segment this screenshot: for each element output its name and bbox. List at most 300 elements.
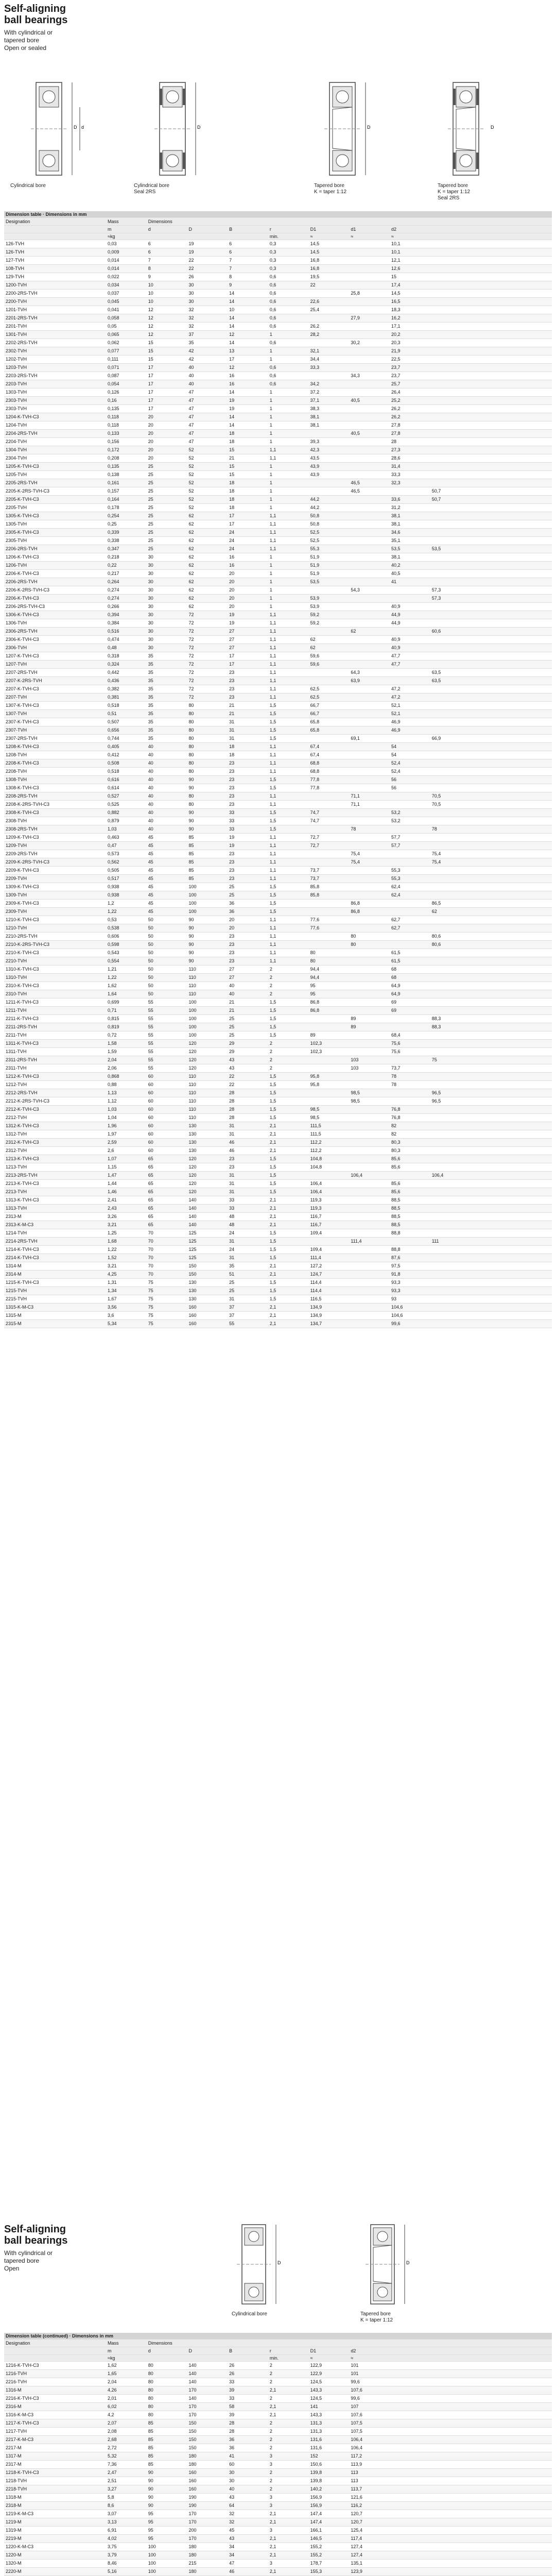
dimension-cell: [430, 743, 471, 751]
designation-cell: 2317-M: [4, 2461, 106, 2469]
dimension-cell: 111,5: [309, 1130, 350, 1139]
dimension-cell: 68,8: [309, 768, 350, 776]
dimension-cell: 45: [147, 842, 187, 850]
dimension-cell: 1: [268, 496, 309, 504]
dimension-cell: [390, 1056, 430, 1064]
dimension-cell: [511, 1188, 552, 1196]
dimension-cell: [349, 702, 390, 710]
dimension-cell: [471, 1097, 511, 1106]
table-row: [4, 1048, 552, 1056]
dimension-cell: [430, 265, 471, 273]
dimension-cell: 119,3: [309, 1205, 350, 1213]
dimension-cell: 65: [147, 1163, 187, 1172]
dimension-cell: [511, 520, 552, 529]
dimension-cell: 62: [187, 603, 228, 611]
dimension-cell: 54,3: [349, 586, 390, 595]
dimension-cell: 120,7: [349, 2518, 390, 2527]
column-unit: [511, 2355, 552, 2362]
dimension-cell: [430, 718, 471, 726]
table-row: [4, 1270, 552, 1279]
dimension-cell: 70: [147, 1229, 187, 1238]
designation-cell: 2208-K-2RS-TVH-C3: [4, 801, 106, 809]
dimension-cell: 62: [187, 553, 228, 562]
dimension-cell: [471, 2378, 511, 2386]
dimension-cell: 37: [228, 1303, 268, 1312]
subtitle-line: tapered bore: [4, 37, 40, 44]
dimension-cell: 116,5: [309, 1295, 350, 1303]
dimension-cell: 43: [228, 1056, 268, 1064]
designation-cell: 2311-TVH: [4, 1064, 106, 1073]
dimension-cell: 98,5: [349, 1097, 390, 1106]
designation-cell: 2205-2RS-TVH: [4, 479, 106, 487]
mass-cell: 0,47: [106, 842, 147, 850]
dimension-cell: 21: [228, 1007, 268, 1015]
mass-cell: 0,436: [106, 677, 147, 685]
dimension-cell: [511, 726, 552, 735]
mass-cell: 0,071: [106, 364, 147, 372]
dimension-cell: 55,3: [390, 875, 430, 883]
dimension-cell: 21: [228, 710, 268, 718]
dimension-cell: 100: [187, 998, 228, 1007]
table-row: [4, 1056, 552, 1064]
dimension-cell: 57,7: [390, 834, 430, 842]
dimension-cell: 123,9: [349, 2568, 390, 2576]
designation-cell: 2214-K-TVH-C3: [4, 1254, 106, 1262]
dimension-cell: 6: [228, 248, 268, 257]
dimension-cell: 72: [187, 685, 228, 693]
dimension-cell: 3: [268, 2494, 309, 2502]
dimension-cell: 0,6: [268, 380, 309, 388]
designation-cell: 1216-TVH: [4, 2370, 106, 2378]
column-header: [228, 2340, 268, 2347]
table-row: [4, 339, 552, 347]
dimension-cell: 35: [147, 652, 187, 660]
dimension-cell: [390, 2370, 430, 2378]
dimension-cell: 1,1: [268, 693, 309, 702]
dimension-cell: [349, 1007, 390, 1015]
designation-cell: 1207-TVH: [4, 660, 106, 669]
dimension-cell: 62: [187, 586, 228, 595]
dimension-cell: [511, 578, 552, 586]
dimension-cell: [309, 1023, 350, 1031]
dimension-cell: 2,1: [268, 1139, 309, 1147]
dimension-cell: [430, 471, 471, 479]
dimension-cell: [511, 751, 552, 759]
dimension-cell: 113: [349, 2477, 390, 2485]
dimension-cell: 44,2: [309, 496, 350, 504]
dimension-cell: [511, 595, 552, 603]
svg-text:D: D: [367, 125, 371, 130]
dimension-cell: 0,3: [268, 240, 309, 248]
dimension-cell: 2,1: [268, 1262, 309, 1270]
dimension-cell: 16: [228, 380, 268, 388]
mass-cell: 0,88: [106, 1081, 147, 1089]
designation-cell: 1312-K-TVH-C3: [4, 1122, 106, 1130]
dimension-cell: 62: [187, 545, 228, 553]
dimension-cell: 9: [228, 281, 268, 290]
dimension-cell: 140: [187, 1213, 228, 1221]
dimension-cell: [511, 2510, 552, 2518]
mass-cell: 4,2: [106, 2411, 147, 2419]
dimension-cell: 112,2: [309, 1139, 350, 1147]
dimension-cell: 23: [228, 858, 268, 867]
dimension-cell: [430, 553, 471, 562]
table-row: [4, 2452, 552, 2461]
mass-cell: 1,22: [106, 1246, 147, 1254]
dimension-cell: 62: [187, 537, 228, 545]
dimension-cell: 1,1: [268, 512, 309, 520]
dimension-cell: [349, 306, 390, 314]
table-row: [4, 520, 552, 529]
dimension-cell: 40: [228, 990, 268, 998]
mass-cell: 2,68: [106, 2436, 147, 2444]
dimension-cell: [471, 2477, 511, 2485]
dimension-cell: 114,4: [309, 1287, 350, 1295]
dimension-cell: [430, 2543, 471, 2551]
dimension-cell: 70,5: [430, 801, 471, 809]
dimension-cell: 1,5: [268, 1279, 309, 1287]
dimension-cell: [349, 982, 390, 990]
dimension-cell: 57,3: [430, 586, 471, 595]
dimension-cell: 40: [228, 2485, 268, 2494]
designation-cell: 1219-M: [4, 2518, 106, 2527]
dimension-cell: 78: [430, 825, 471, 834]
dimension-cell: 40: [147, 801, 187, 809]
dimension-cell: [511, 1097, 552, 1106]
dimension-cell: 2: [268, 2444, 309, 2452]
dimension-cell: [349, 644, 390, 652]
dimension-cell: 98,5: [309, 1114, 350, 1122]
mass-cell: 0,156: [106, 438, 147, 446]
designation-cell: 2303-TVH: [4, 397, 106, 405]
dimension-cell: [430, 2436, 471, 2444]
designation-cell: 1309-K-TVH-C3: [4, 883, 106, 891]
dimension-cell: 31,2: [390, 504, 430, 512]
dimension-cell: 95: [309, 990, 350, 998]
dimension-cell: 7: [228, 265, 268, 273]
dimension-cell: [309, 792, 350, 801]
dimension-cell: [349, 1221, 390, 1229]
dimension-cell: [430, 405, 471, 413]
column-unit: [390, 2355, 430, 2362]
table-row: [4, 1246, 552, 1254]
dimension-cell: 40: [147, 751, 187, 759]
dimension-cell: [471, 1229, 511, 1238]
dimension-cell: 2,1: [268, 1130, 309, 1139]
dimension-cell: 55: [147, 1056, 187, 1064]
mass-cell: 1,64: [106, 990, 147, 998]
dimension-cell: 140: [187, 1221, 228, 1229]
dimension-cell: 38,3: [309, 405, 350, 413]
dimension-cell: [511, 421, 552, 430]
dimension-cell: [430, 726, 471, 735]
dimension-cell: [471, 446, 511, 454]
dimension-cell: 90: [147, 2477, 187, 2485]
dimension-cell: 33: [228, 1205, 268, 1213]
dimension-cell: 75: [147, 1287, 187, 1295]
dimension-cell: 2: [268, 2362, 309, 2370]
dimension-cell: 63,9: [349, 677, 390, 685]
table-row: [4, 413, 552, 421]
table-row: [4, 2469, 552, 2477]
dimension-cell: [430, 339, 471, 347]
dimension-cell: 80: [187, 735, 228, 743]
dimension-cell: 1,5: [268, 1155, 309, 1163]
dimension-cell: [349, 891, 390, 900]
dimension-cell: 127,4: [349, 2543, 390, 2551]
table-row: [4, 372, 552, 380]
dimension-cell: [349, 388, 390, 397]
dimension-cell: 140: [187, 1205, 228, 1213]
dimension-cell: 2: [268, 1056, 309, 1064]
dimension-cell: 52: [187, 479, 228, 487]
table-row: [4, 1213, 552, 1221]
table-row: [4, 562, 552, 570]
dimension-cell: 1,1: [268, 801, 309, 809]
dimension-cell: 50: [147, 941, 187, 949]
table-row: [4, 323, 552, 331]
dimension-cell: [511, 2502, 552, 2510]
dimension-cell: 52: [187, 446, 228, 454]
dimension-cell: 25: [147, 471, 187, 479]
dimension-cell: [471, 2543, 511, 2551]
dimension-cell: [471, 372, 511, 380]
dimension-cell: 41: [228, 2452, 268, 2461]
dimension-cell: [349, 537, 390, 545]
dimension-cell: 51,9: [309, 570, 350, 578]
dimension-cell: 8: [228, 273, 268, 281]
dimension-cell: 63,5: [430, 669, 471, 677]
dimension-cell: [349, 965, 390, 974]
dimension-cell: [430, 2502, 471, 2510]
dimension-cell: [471, 1139, 511, 1147]
dimension-cell: 180: [187, 2568, 228, 2576]
dimension-cell: 19: [187, 248, 228, 257]
dimension-cell: [430, 1180, 471, 1188]
designation-cell: 2217-M: [4, 2444, 106, 2452]
dimension-cell: [349, 1163, 390, 1172]
svg-text:D: D: [277, 2260, 281, 2265]
dimension-cell: 22,5: [390, 355, 430, 364]
mass-cell: 2,59: [106, 1139, 147, 1147]
dimension-cell: 30: [147, 636, 187, 644]
dimension-cell: 77,6: [309, 924, 350, 933]
column-header: [228, 218, 268, 226]
dimension-cell: 146,5: [309, 2535, 350, 2543]
dimension-cell: [471, 908, 511, 916]
mass-cell: 0,118: [106, 421, 147, 430]
dimension-cell: [471, 2494, 511, 2502]
dimension-cell: [430, 273, 471, 281]
dimension-cell: [511, 1015, 552, 1023]
table-row: [4, 1155, 552, 1163]
mass-cell: 2,6: [106, 1147, 147, 1155]
column-unit: [4, 2355, 106, 2362]
designation-cell: 2202-2RS-TVH: [4, 339, 106, 347]
dimension-cell: 90: [187, 825, 228, 834]
dimension-cell: 28: [390, 438, 430, 446]
dimension-cell: 41: [390, 578, 430, 586]
dimension-cell: [309, 900, 350, 908]
mass-cell: 8,6: [106, 2502, 147, 2510]
dimension-cell: 55: [147, 1040, 187, 1048]
dimension-cell: 16,8: [309, 257, 350, 265]
dimension-cell: [349, 784, 390, 792]
dimension-cell: 102,3: [309, 1040, 350, 1048]
dimension-cell: [430, 257, 471, 265]
dimension-cell: [511, 891, 552, 900]
dimension-cell: [390, 801, 430, 809]
dimension-cell: [390, 2378, 430, 2386]
subtitle-line: Open or sealed: [4, 44, 47, 52]
mass-cell: 0,014: [106, 257, 147, 265]
dimension-cell: [349, 842, 390, 850]
dimension-cell: 88,5: [390, 1205, 430, 1213]
dimension-cell: [511, 619, 552, 628]
table-row: [4, 660, 552, 669]
dimension-cell: 27: [228, 965, 268, 974]
dimension-cell: [471, 1246, 511, 1254]
dimension-cell: 57,3: [430, 595, 471, 603]
dimension-cell: 100: [147, 2551, 187, 2560]
section-title-line-2: ball bearings: [4, 2235, 68, 2246]
dimension-cell: 65: [147, 1205, 187, 1213]
dimension-cell: 100: [187, 1015, 228, 1023]
dimension-cell: 130: [187, 1279, 228, 1287]
dimension-cell: 140,2: [309, 2485, 350, 2494]
mass-cell: 3,13: [106, 2518, 147, 2527]
dimension-cell: 50: [147, 916, 187, 924]
column-header: [309, 218, 350, 226]
mass-cell: 0,51: [106, 710, 147, 718]
dimension-cell: [349, 924, 390, 933]
table-row: [4, 1320, 552, 1328]
designation-cell: 2216-TVH: [4, 2378, 106, 2386]
dimension-cell: [511, 1320, 552, 1328]
dimension-cell: [511, 1064, 552, 1073]
dimension-cell: 25: [147, 520, 187, 529]
dimension-cell: [511, 817, 552, 825]
table-header-row: [4, 2340, 552, 2347]
dimension-cell: 28: [228, 1114, 268, 1122]
dimension-cell: 2: [268, 2477, 309, 2485]
dimension-cell: [511, 685, 552, 693]
dimension-cell: 28: [228, 1097, 268, 1106]
mass-cell: 5,16: [106, 2568, 147, 2576]
table-row: [4, 644, 552, 652]
dimension-cell: 10: [147, 281, 187, 290]
dimension-cell: 35: [147, 660, 187, 669]
dimension-cell: [511, 933, 552, 941]
dimension-cell: 1,1: [268, 545, 309, 553]
dimension-cell: 134,7: [309, 1320, 350, 1328]
dimension-cell: 64: [228, 2502, 268, 2510]
dimension-cell: 10: [147, 290, 187, 298]
dimension-cell: 1: [268, 355, 309, 364]
dimension-cell: 99,6: [349, 2378, 390, 2386]
table-row: [4, 685, 552, 693]
dimension-cell: 45: [147, 883, 187, 891]
dimension-cell: 53,5: [390, 545, 430, 553]
dimension-cell: 57,7: [390, 842, 430, 850]
mass-cell: 1,67: [106, 1295, 147, 1303]
dimension-cell: 1: [268, 471, 309, 479]
dimension-cell: [471, 339, 511, 347]
dimension-cell: 80: [147, 2403, 187, 2411]
dimension-cell: 89: [349, 1023, 390, 1031]
dimension-cell: [511, 240, 552, 248]
dimension-cell: 15: [147, 355, 187, 364]
dimension-cell: 152: [309, 2452, 350, 2461]
designation-cell: 2201-2RS-TVH: [4, 314, 106, 323]
dimension-cell: 25,8: [349, 290, 390, 298]
table-row: [4, 463, 552, 471]
dimension-cell: [430, 2551, 471, 2560]
table-row: [4, 595, 552, 603]
dimension-cell: [471, 562, 511, 570]
dimension-cell: [390, 792, 430, 801]
designation-cell: 2314-M: [4, 1270, 106, 1279]
dimension-cell: 25: [147, 479, 187, 487]
dimension-cell: 2,1: [268, 1270, 309, 1279]
dimension-cell: 16,2: [390, 314, 430, 323]
dimension-cell: 1: [268, 570, 309, 578]
table-row: [4, 2568, 552, 2576]
dimension-cell: 75,6: [390, 1048, 430, 1056]
designation-cell: 1202-TVH: [4, 355, 106, 364]
dimension-cell: 55: [147, 1007, 187, 1015]
dimension-cell: [471, 2485, 511, 2494]
dimension-cell: [430, 842, 471, 850]
mass-cell: 0,815: [106, 1015, 147, 1023]
dimension-cell: 72: [187, 693, 228, 702]
dimension-cell: 12: [147, 306, 187, 314]
dimension-cell: 12: [147, 314, 187, 323]
dimension-cell: 80: [187, 792, 228, 801]
dimension-cell: 170: [187, 2386, 228, 2395]
dimension-cell: 23: [228, 768, 268, 776]
table-row: [4, 1229, 552, 1238]
dimension-cell: [349, 1262, 390, 1270]
dimension-cell: [471, 1130, 511, 1139]
dimension-cell: 21: [228, 454, 268, 463]
dimension-cell: 22: [309, 281, 350, 290]
dimension-cell: 25: [147, 512, 187, 520]
dimension-cell: 38,1: [309, 421, 350, 430]
dimension-cell: 140: [187, 2395, 228, 2403]
designation-cell: 1206-K-TVH-C3: [4, 553, 106, 562]
mass-cell: 2,08: [106, 2428, 147, 2436]
dimension-cell: 45: [147, 908, 187, 916]
dimension-cell: 95: [147, 2510, 187, 2518]
dimension-cell: [511, 875, 552, 883]
dimension-cell: 25: [228, 1015, 268, 1023]
dimension-cell: 52,4: [390, 768, 430, 776]
mass-cell: 1,34: [106, 1287, 147, 1295]
dimension-cell: 69: [390, 1007, 430, 1015]
dimension-cell: 1,1: [268, 628, 309, 636]
dimension-cell: 1,5: [268, 998, 309, 1007]
dimension-cell: [511, 710, 552, 718]
dimension-cell: 17: [228, 660, 268, 669]
dimension-cell: 19: [228, 842, 268, 850]
dimension-cell: [430, 1270, 471, 1279]
dimension-cell: 1,5: [268, 900, 309, 908]
dimension-cell: [511, 949, 552, 957]
dimension-cell: [471, 1122, 511, 1130]
column-symbol: [471, 226, 511, 233]
dimension-cell: 45: [147, 858, 187, 867]
